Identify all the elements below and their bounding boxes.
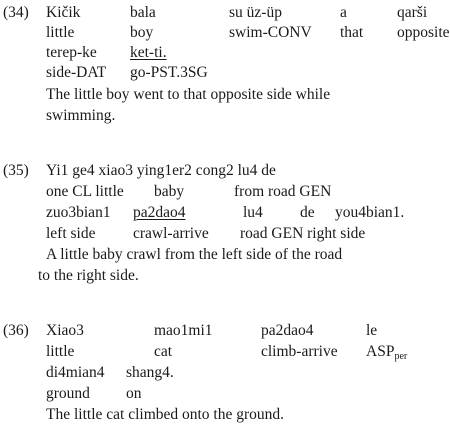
gloss-word: terep-ke bbox=[46, 44, 97, 61]
free-translation: A little baby crawl from the left side of the road bbox=[46, 246, 343, 263]
gloss-word: a bbox=[340, 4, 347, 21]
gloss-word: go-PST.3SG bbox=[130, 64, 208, 81]
gloss-word: left side bbox=[46, 225, 96, 242]
free-translation: to the right side. bbox=[38, 267, 139, 284]
subscript: per bbox=[394, 351, 408, 362]
gloss-word: ground bbox=[46, 385, 90, 402]
gloss-word: on bbox=[126, 385, 142, 402]
gloss-word: di4mian4 bbox=[46, 364, 105, 381]
gloss-word: you4bian1. bbox=[335, 204, 405, 221]
gloss-word: side-DAT bbox=[46, 64, 107, 81]
gloss-word: shang4. bbox=[126, 364, 174, 381]
gloss-word: lu4 bbox=[243, 204, 263, 221]
gloss-word: from road GEN bbox=[234, 183, 332, 200]
gloss-word: climb-arrive bbox=[261, 343, 338, 360]
gloss-word: qarši bbox=[397, 4, 428, 21]
gloss-word: opposite bbox=[397, 24, 450, 41]
gloss-word: zuo3bian1 bbox=[46, 204, 111, 221]
gloss-word: swim-CONV bbox=[229, 24, 312, 41]
gloss-word: little bbox=[46, 343, 75, 360]
gloss-word: Xiao3 bbox=[46, 322, 84, 339]
gloss-word: that bbox=[340, 24, 364, 41]
gloss-word: crawl-arrive bbox=[133, 225, 209, 242]
gloss-word: bala bbox=[130, 4, 156, 21]
gloss-word: baby bbox=[154, 183, 185, 200]
gloss-word-base: ASP bbox=[366, 343, 395, 360]
gloss-word: boy bbox=[130, 24, 154, 41]
gloss-line: Yi1 ge4 xiao3 ying1er2 cong2 lu4 de bbox=[46, 162, 276, 179]
gloss-word: mao1mi1 bbox=[154, 322, 213, 339]
example-number: (35) bbox=[3, 162, 29, 179]
free-translation: swimming. bbox=[46, 107, 116, 124]
gloss-word: one CL little bbox=[46, 183, 124, 200]
gloss-word: le bbox=[366, 322, 378, 339]
gloss-word: little bbox=[46, 24, 75, 41]
gloss-word: pa2dao4 bbox=[261, 322, 314, 339]
gloss-word-underlined: ket-ti. bbox=[130, 44, 167, 61]
free-translation: The little cat climbed onto the ground. bbox=[46, 406, 285, 423]
example-number: (34) bbox=[3, 4, 29, 21]
gloss-word-with-subscript bbox=[366, 343, 407, 366]
example-number: (36) bbox=[3, 322, 29, 339]
gloss-word: su üz-üp bbox=[229, 4, 282, 21]
gloss-word: road GEN right side bbox=[240, 225, 366, 242]
free-translation: The little boy went to that opposite side while bbox=[46, 86, 331, 103]
gloss-word: Kičik bbox=[46, 4, 81, 21]
gloss-word: de bbox=[300, 204, 315, 221]
gloss-word-underlined: pa2dao4 bbox=[133, 204, 186, 221]
gloss-word: cat bbox=[154, 343, 173, 360]
